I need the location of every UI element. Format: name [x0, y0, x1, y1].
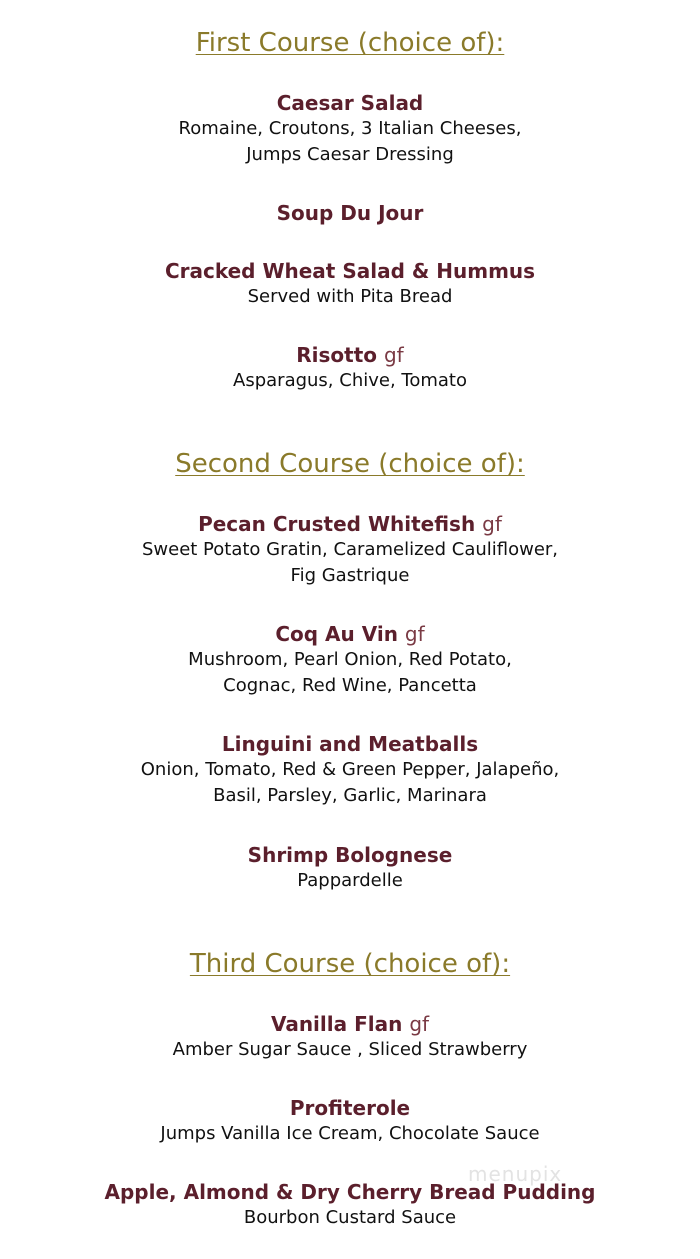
item-name: Vanilla Flan: [270, 1012, 403, 1036]
menu-item-profiterole: [0, 1095, 700, 1147]
item-name: Risotto: [296, 343, 378, 367]
item-description: Served with Pita Bread: [247, 286, 453, 307]
item-name: Profiterole: [289, 1096, 411, 1120]
menu-item-caesar-salad: [0, 90, 700, 168]
menu-item-pecan-crusted-whitefish: [0, 511, 700, 589]
menu-item-risotto: [0, 342, 700, 394]
menu-item-shrimp-bolognese: [0, 842, 700, 894]
item-name: Pecan Crusted Whitefish: [198, 512, 476, 536]
item-name: Coq Au Vin: [275, 622, 398, 646]
gluten-free-tag: gf: [409, 1012, 430, 1036]
item-description: Asparagus, Chive, Tomato: [233, 370, 467, 391]
item-name: Cracked Wheat Salad & Hummus: [164, 259, 536, 283]
item-name: Soup Du Jour: [276, 201, 424, 225]
item-name-line: [0, 342, 700, 368]
item-description: Basil, Parsley, Garlic, Marinara: [213, 785, 487, 806]
menu-item-bread-pudding: [0, 1179, 700, 1231]
menu-item-linguini-and-meatballs: [0, 731, 700, 809]
item-description: Jumps Caesar Dressing: [246, 144, 454, 165]
item-name: Linguini and Meatballs: [221, 732, 479, 756]
item-description: Cognac, Red Wine, Pancetta: [223, 675, 477, 696]
item-description: Onion, Tomato, Red & Green Pepper, Jalapeño,: [140, 759, 560, 780]
item-description: Pappardelle: [297, 870, 403, 891]
watermark: menupix: [468, 1162, 563, 1186]
item-description: Amber Sugar Sauce , Sliced Strawberry: [172, 1039, 528, 1060]
item-name: Apple, Almond & Dry Cherry Bread Pudding: [104, 1180, 596, 1204]
item-name-line: [0, 511, 700, 537]
item-description: Bourbon Custard Sauce: [243, 1207, 457, 1228]
second-course-heading: Second Course (choice of):: [175, 449, 525, 479]
item-description: Sweet Potato Gratin, Caramelized Cauliflower,: [141, 539, 559, 560]
gluten-free-tag: gf: [383, 343, 404, 367]
gluten-free-tag: gf: [404, 622, 425, 646]
item-description: Fig Gastrique: [290, 565, 410, 586]
item-name-line: [0, 1011, 700, 1037]
menu-item-coq-au-vin: [0, 621, 700, 699]
item-description: Romaine, Croutons, 3 Italian Cheeses,: [178, 118, 522, 139]
item-name: Shrimp Bolognese: [247, 843, 453, 867]
item-description: Mushroom, Pearl Onion, Red Potato,: [188, 649, 512, 670]
item-description: Jumps Vanilla Ice Cream, Chocolate Sauce: [160, 1123, 540, 1144]
menu-item-vanilla-flan: [0, 1011, 700, 1063]
third-course-heading: Third Course (choice of):: [189, 949, 511, 979]
first-course-heading: First Course (choice of):: [195, 28, 505, 58]
menu-item-soup-du-jour: [0, 200, 700, 226]
item-name-line: [0, 621, 700, 647]
item-name: Caesar Salad: [276, 91, 424, 115]
gluten-free-tag: gf: [482, 512, 502, 536]
menu-item-cracked-wheat-salad: [0, 258, 700, 310]
